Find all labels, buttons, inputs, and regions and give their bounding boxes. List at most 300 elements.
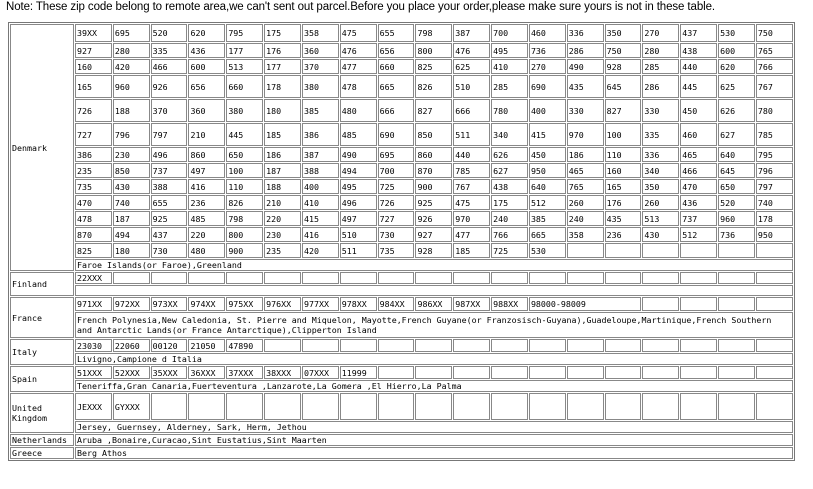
zip-code-cell: 988XX (491, 297, 528, 311)
zip-code-cell: 695 (113, 24, 150, 42)
zip-code-cell: 928 (605, 59, 642, 74)
empty-cell (756, 297, 793, 311)
zip-code-cell: 435 (605, 211, 642, 226)
zip-code-cell: 513 (226, 59, 263, 74)
empty-cell (188, 393, 225, 420)
zip-code-cell: 47890 (226, 339, 263, 352)
zip-code-cell: 186 (264, 147, 301, 162)
zip-code-cell: 494 (340, 163, 377, 178)
zip-code-cell: 490 (567, 59, 604, 74)
zip-code-cell: 286 (642, 75, 679, 98)
zip-code-cell: 986XX (415, 297, 452, 311)
empty-cell (378, 393, 415, 420)
zip-code-cell: 900 (415, 179, 452, 194)
zip-code-cell: 987XX (453, 297, 490, 311)
zip-code-cell: 660 (378, 59, 415, 74)
country-name: France (10, 297, 74, 338)
zip-code-cell: 927 (415, 227, 452, 242)
zip-code-cell: 370 (151, 99, 188, 122)
table-row (10, 353, 793, 365)
zip-code-cell: 827 (605, 99, 642, 122)
empty-cell (718, 243, 755, 258)
zip-code-cell: 350 (605, 24, 642, 42)
zip-code-cell: 11999 (340, 366, 377, 379)
zip-code-cell: 410 (302, 195, 339, 210)
zip-code-cell: 478 (340, 75, 377, 98)
zip-code-cell: 510 (453, 75, 490, 98)
empty-cell (567, 393, 604, 420)
zip-code-cell: 765 (756, 43, 793, 58)
zip-code-cell: 23030 (75, 339, 112, 352)
empty-cell (680, 393, 717, 420)
empty-cell (642, 366, 679, 379)
zip-code-cell: 900 (226, 243, 263, 258)
zip-code-cell: JEXXX (75, 393, 112, 420)
empty-cell (605, 393, 642, 420)
zip-code-cell: 785 (453, 163, 490, 178)
empty-cell (718, 339, 755, 352)
zip-code-cell: 380 (226, 99, 263, 122)
zip-code-cell: 800 (415, 43, 452, 58)
empty-cell (605, 272, 642, 284)
zip-code-cell: 970 (453, 211, 490, 226)
zip-code-cell: 270 (642, 24, 679, 42)
region-note: Livigno,Campione d Italia (75, 353, 793, 365)
zip-code-cell: 415 (302, 211, 339, 226)
empty-cell (302, 272, 339, 284)
zip-code-cell: 230 (264, 227, 301, 242)
zip-code-cell: 388 (151, 179, 188, 194)
zip-code-cell: 926 (151, 75, 188, 98)
empty-cell (453, 366, 490, 379)
zip-code-cell: 796 (756, 163, 793, 178)
zip-code-cell: 512 (529, 195, 566, 210)
table-row (10, 211, 793, 226)
zip-code-cell: 620 (718, 59, 755, 74)
zip-code-cell: 928 (415, 243, 452, 258)
zip-code-cell: 976XX (264, 297, 301, 311)
zip-code-cell: 22XXX (75, 272, 112, 284)
zip-code-cell: 665 (378, 75, 415, 98)
zip-code-cell: 335 (642, 123, 679, 146)
zip-code-cell: 494 (113, 227, 150, 242)
zip-code-cell: 666 (378, 99, 415, 122)
zip-code-cell: 39XX (75, 24, 112, 42)
zip-code-cell: 400 (529, 99, 566, 122)
zip-code-cell: 438 (680, 43, 717, 58)
zip-code-cell: 860 (188, 147, 225, 162)
zip-code-cell: 700 (491, 24, 528, 42)
zip-code-cell: 460 (529, 24, 566, 42)
zip-code-cell: 180 (264, 99, 301, 122)
zip-code-cell: 188 (264, 179, 301, 194)
zip-code-cell: 436 (188, 43, 225, 58)
zip-code-cell: 795 (226, 24, 263, 42)
zip-code-cell: 340 (642, 163, 679, 178)
empty-cell (567, 339, 604, 352)
zip-code-cell: 260 (567, 195, 604, 210)
zip-code-cell: 485 (340, 123, 377, 146)
zip-code-cell: 178 (756, 211, 793, 226)
zip-code-cell: 927 (75, 43, 112, 58)
empty-cell (756, 393, 793, 420)
empty-cell (378, 339, 415, 352)
zip-code-cell: 826 (226, 195, 263, 210)
zip-code-cell: 795 (756, 147, 793, 162)
zip-code-cell: 750 (756, 24, 793, 42)
zip-code-cell: 726 (75, 99, 112, 122)
zip-code-cell: 370 (302, 59, 339, 74)
zip-code-cell: 650 (718, 179, 755, 194)
zip-code-cell: 767 (756, 75, 793, 98)
zip-code-cell: 725 (378, 179, 415, 194)
empty-cell (188, 272, 225, 284)
zip-code-cell: 450 (680, 99, 717, 122)
zip-code-cell: 52XXX (113, 366, 150, 379)
zip-code-cell: 826 (415, 75, 452, 98)
zip-code-cell: 475 (453, 195, 490, 210)
zip-code-cell: 600 (188, 59, 225, 74)
empty-cell (605, 339, 642, 352)
zip-code-cell: 656 (378, 43, 415, 58)
zip-code-cell: 725 (491, 243, 528, 258)
zip-code-cell: 38XXX (264, 366, 301, 379)
zip-code-cell: 785 (756, 123, 793, 146)
table-row (10, 123, 793, 146)
zip-code-cell: 825 (75, 243, 112, 258)
region-note: French Polynesia,New Caledonia, St. Pierre and Miquelon, Mayotte,French Guyane(or Franzosisch-Guyana),Guadeloupe,Martinique,French Southern and Antarctic Lands(or France Antarctique),Clipperton Island (75, 312, 793, 338)
zip-code-cell: 470 (75, 195, 112, 210)
zip-code-cell: 220 (188, 227, 225, 242)
empty-cell (491, 393, 528, 420)
zip-code-cell: 737 (680, 211, 717, 226)
empty-cell (756, 339, 793, 352)
table-row (10, 285, 793, 296)
zip-code-cell: 727 (75, 123, 112, 146)
zip-code-cell: 656 (188, 75, 225, 98)
table-row (10, 259, 793, 271)
country-name: Italy (10, 339, 74, 365)
zip-code-cell: 640 (529, 179, 566, 194)
zip-code-cell: 330 (567, 99, 604, 122)
table-row (10, 163, 793, 178)
table-row (10, 75, 793, 98)
zip-code-cell: 870 (415, 163, 452, 178)
zip-code-cell: 280 (113, 43, 150, 58)
zip-code-cell: 735 (75, 179, 112, 194)
zip-code-cell: 210 (188, 123, 225, 146)
zip-code-cell: 286 (567, 43, 604, 58)
zip-code-cell: 520 (718, 195, 755, 210)
zip-code-cell: 460 (680, 123, 717, 146)
zip-code-cell: 690 (529, 75, 566, 98)
zip-code-cell: 495 (491, 43, 528, 58)
zip-code-cell: 960 (113, 75, 150, 98)
zip-code-cell: 960 (718, 211, 755, 226)
zip-code-cell: 176 (264, 43, 301, 58)
zip-code-cell: 797 (151, 123, 188, 146)
zip-code-cell: 800 (226, 227, 263, 242)
empty-cell (642, 243, 679, 258)
zip-code-cell: 925 (415, 195, 452, 210)
zip-code-cell: 36XXX (188, 366, 225, 379)
table-row (10, 227, 793, 242)
zip-code-cell: 627 (491, 163, 528, 178)
zip-code-cell: 386 (302, 123, 339, 146)
table-row (10, 99, 793, 122)
zip-code-cell: 420 (113, 59, 150, 74)
zip-code-cell: 827 (415, 99, 452, 122)
zip-code-cell: 385 (302, 99, 339, 122)
zip-code-cell: 512 (680, 227, 717, 242)
country-name: Denmark (10, 24, 74, 271)
zip-code-cell: 385 (529, 211, 566, 226)
zip-code-cell: 510 (340, 227, 377, 242)
zip-code-cell: 740 (113, 195, 150, 210)
zip-code-cell: 230 (113, 147, 150, 162)
zip-code-cell: 974XX (188, 297, 225, 311)
table-row (10, 195, 793, 210)
zip-code-table (8, 22, 795, 461)
zip-code-cell: 735 (378, 243, 415, 258)
region-note: Jersey, Guernsey, Alderney, Sark, Herm, Jethou (75, 421, 793, 433)
empty-cell (415, 339, 452, 352)
zip-code-cell: 178 (264, 75, 301, 98)
zip-code-cell: 21050 (188, 339, 225, 352)
zip-code-cell: 736 (529, 43, 566, 58)
zip-code-cell: 625 (718, 75, 755, 98)
zip-code-cell: 530 (718, 24, 755, 42)
table-row (10, 312, 793, 338)
zip-code-cell: 660 (226, 75, 263, 98)
empty-cell (264, 272, 301, 284)
empty-cell (340, 393, 377, 420)
zip-code-cell: 235 (75, 163, 112, 178)
zip-code-cell: 496 (151, 147, 188, 162)
empty-cell (264, 393, 301, 420)
empty-cell (340, 339, 377, 352)
zip-code-cell: 00120 (151, 339, 188, 352)
zip-code-cell: 971XX (75, 297, 112, 311)
table-row (10, 24, 793, 42)
zip-code-cell: 850 (113, 163, 150, 178)
zip-code-cell: 766 (491, 227, 528, 242)
zip-code-cell: 666 (453, 99, 490, 122)
zip-code-cell: 478 (75, 211, 112, 226)
zip-code-cell: 415 (529, 123, 566, 146)
zip-code-cell: 490 (340, 147, 377, 162)
empty-cell (491, 272, 528, 284)
zip-code-cell: 655 (151, 195, 188, 210)
zip-code-cell: 270 (529, 59, 566, 74)
zip-code-cell: 160 (605, 163, 642, 178)
zip-code-cell: 600 (718, 43, 755, 58)
zip-code-cell: 465 (567, 163, 604, 178)
zip-code-cell: 165 (605, 179, 642, 194)
zip-code-cell: 175 (491, 195, 528, 210)
zip-code-cell: 978XX (340, 297, 377, 311)
zip-code-cell: 797 (756, 179, 793, 194)
empty-cell (151, 272, 188, 284)
zip-code-cell: 430 (113, 179, 150, 194)
zip-code-cell: 177 (264, 59, 301, 74)
zip-code-cell: 950 (756, 227, 793, 242)
zip-code-cell: 37XXX (226, 366, 263, 379)
zip-code-cell: 973XX (151, 297, 188, 311)
table-row (10, 179, 793, 194)
zip-code-cell: 860 (415, 147, 452, 162)
empty-cell (718, 272, 755, 284)
zip-code-cell: 260 (642, 195, 679, 210)
region-note: Berg Athos (75, 447, 793, 459)
zip-code-cell: 175 (264, 24, 301, 42)
zip-code-cell: 485 (188, 211, 225, 226)
empty-cell (567, 243, 604, 258)
table-row (10, 43, 793, 58)
region-note: Teneriffa,Gran Canaria,Fuerteventura ,Lanzarote,La Gomera ,El Hierro,La Palma (75, 380, 793, 392)
zip-code-cell: 220 (264, 211, 301, 226)
zip-code-cell: 180 (113, 243, 150, 258)
empty-cell (415, 393, 452, 420)
zip-code-cell: 727 (378, 211, 415, 226)
empty-cell (529, 393, 566, 420)
empty-cell (567, 366, 604, 379)
zip-code-cell: 870 (75, 227, 112, 242)
zip-code-cell: 440 (453, 147, 490, 162)
zip-code-cell: 480 (188, 243, 225, 258)
empty-cell (718, 393, 755, 420)
empty-cell (605, 366, 642, 379)
zip-code-cell: 445 (226, 123, 263, 146)
zip-code-cell: 437 (151, 227, 188, 242)
empty-cell (642, 339, 679, 352)
empty-cell (415, 272, 452, 284)
zip-code-cell: 780 (491, 99, 528, 122)
zip-code-cell: 972XX (113, 297, 150, 311)
zip-code-cell: 285 (642, 59, 679, 74)
country-name: Greece (10, 447, 74, 459)
empty-cell (453, 272, 490, 284)
zip-code-cell: 360 (188, 99, 225, 122)
zip-code-cell: 240 (567, 211, 604, 226)
zip-code-cell: 51XXX (75, 366, 112, 379)
zip-code-cell: 450 (529, 147, 566, 162)
zip-code-cell: 730 (151, 243, 188, 258)
zip-code-cell: 240 (491, 211, 528, 226)
zip-code-cell: 210 (264, 195, 301, 210)
country-name: Spain (10, 366, 74, 392)
zip-code-cell: 420 (302, 243, 339, 258)
empty-cell (680, 297, 717, 311)
empty-cell (151, 393, 188, 420)
zip-code-cell: 430 (642, 227, 679, 242)
zip-code-cell: 360 (302, 43, 339, 58)
empty-cell (642, 297, 679, 311)
zip-code-cell: 977XX (302, 297, 339, 311)
zip-code-cell: 496 (340, 195, 377, 210)
country-name: Netherlands (10, 434, 74, 446)
table-row (10, 243, 793, 258)
zip-code-cell: 925 (151, 211, 188, 226)
table-row (10, 380, 793, 392)
zip-code-cell: 387 (302, 147, 339, 162)
table-row (10, 272, 793, 284)
zip-code-cell: 336 (642, 147, 679, 162)
zip-code-cell: 416 (188, 179, 225, 194)
empty-cell (226, 393, 263, 420)
empty-cell (756, 366, 793, 379)
zip-code-cell: 330 (642, 99, 679, 122)
zip-code-cell: 626 (718, 99, 755, 122)
zip-code-cell: 950 (529, 163, 566, 178)
zip-code-cell: 335 (151, 43, 188, 58)
zip-code-cell: 730 (378, 227, 415, 242)
empty-cell (680, 366, 717, 379)
zip-code-cell: 22060 (113, 339, 150, 352)
table-row (10, 59, 793, 74)
empty-cell (529, 272, 566, 284)
zip-code-cell: 736 (718, 227, 755, 242)
zip-code-cell: 177 (226, 43, 263, 58)
zip-code-cell: 765 (567, 179, 604, 194)
zip-code-cell: 358 (302, 24, 339, 42)
empty-cell (113, 272, 150, 284)
empty-cell (415, 366, 452, 379)
empty-cell (453, 393, 490, 420)
zip-code-cell: 796 (113, 123, 150, 146)
empty-cell (718, 297, 755, 311)
empty-cell (529, 339, 566, 352)
zip-code-cell: 187 (264, 163, 301, 178)
zip-code-cell: 98000-98009 (529, 297, 641, 311)
zip-code-cell: GYXXX (113, 393, 150, 420)
table-row (10, 434, 793, 446)
zip-code-cell: 465 (680, 147, 717, 162)
zip-code-cell: 850 (415, 123, 452, 146)
zip-code-cell: 626 (491, 147, 528, 162)
zip-code-cell: 386 (75, 147, 112, 162)
zip-code-cell: 466 (680, 163, 717, 178)
zip-code-cell: 100 (605, 123, 642, 146)
zip-code-cell: 358 (567, 227, 604, 242)
zip-code-cell: 798 (415, 24, 452, 42)
zip-code-cell: 185 (264, 123, 301, 146)
zip-code-cell: 780 (756, 99, 793, 122)
empty-cell (680, 243, 717, 258)
region-note (75, 285, 793, 296)
empty-cell (226, 272, 263, 284)
zip-code-cell: 436 (680, 195, 717, 210)
zip-code-cell: 497 (340, 211, 377, 226)
zip-code-cell: 236 (605, 227, 642, 242)
table-row (10, 147, 793, 162)
zip-code-cell: 416 (302, 227, 339, 242)
empty-cell (491, 339, 528, 352)
zip-code-cell: 690 (378, 123, 415, 146)
empty-cell (340, 272, 377, 284)
empty-cell (529, 366, 566, 379)
zip-code-cell: 176 (605, 195, 642, 210)
empty-cell (378, 272, 415, 284)
zip-code-cell: 350 (642, 179, 679, 194)
zip-code-cell: 110 (605, 147, 642, 162)
empty-cell (718, 366, 755, 379)
table-row (10, 297, 793, 311)
zip-code-cell: 513 (642, 211, 679, 226)
zip-code-cell: 445 (680, 75, 717, 98)
zip-code-cell: 188 (113, 99, 150, 122)
empty-cell (756, 243, 793, 258)
